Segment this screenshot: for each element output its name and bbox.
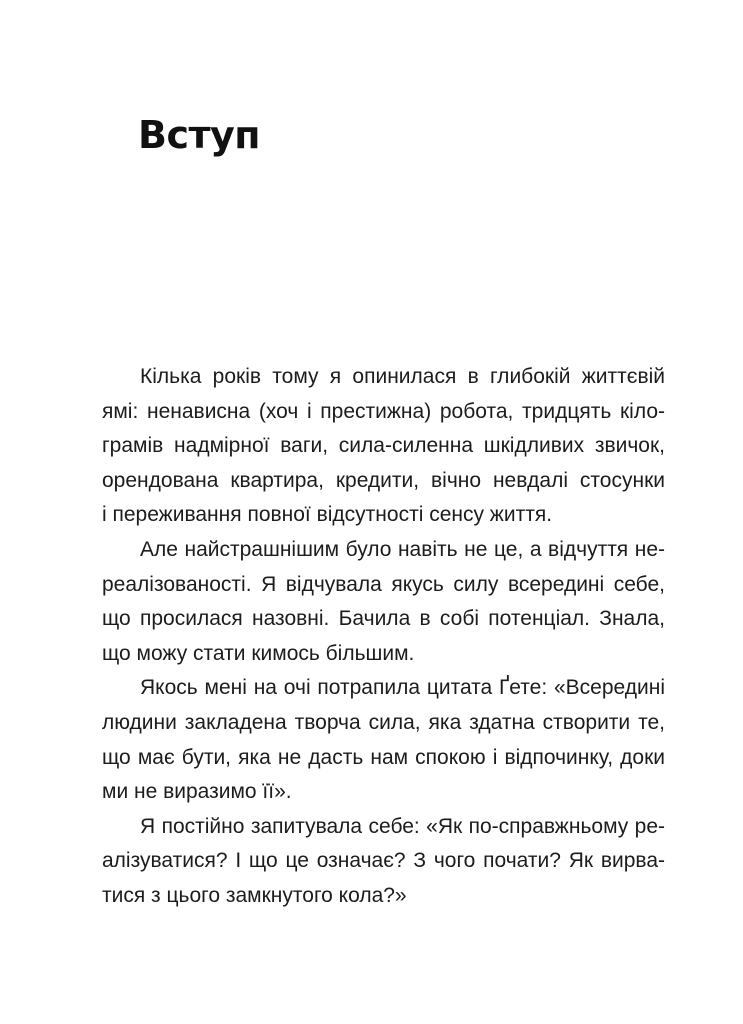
paragraph-line: Якось мені на очі потрапила цитата Ґете: «Всередині [140,676,665,700]
body-text [102,360,665,914]
paragraph-line: Кілька років тому я опинилася в глибокій життєвій [140,365,665,388]
paragraph-line: Але найстрашнішим було навіть не це, а відчуття не- [140,537,665,561]
chapter-title: Вступ [138,113,261,157]
paragraph-3 [102,671,665,809]
paragraph-line: Я постійно запитувала себе: «Як по-справжньому ре- [140,814,665,838]
paragraph-1 [102,360,665,533]
paragraph-line: що просилася назовні. Бачила в собі потенціал. Знала, [102,607,665,631]
paragraph-line: що можу стати кимось більшим. [102,641,415,665]
paragraph-line: ямі: ненависна (хоч і престижна) робота, тридцять кіло- [102,399,665,423]
paragraph-line: орендована квартира, кредити, вічно невдалі стосунки [102,468,665,492]
paragraph-4 [102,810,665,914]
paragraph-line: що має бути, яка не дасть нам спокою і відпочинку, доки [102,745,665,769]
paragraph-line: ми не виразимо її». [102,780,292,804]
paragraph-line: алізуватися? І що це означає? З чого почати? Як вирва- [102,849,665,873]
paragraph-line: реалізованості. Я відчувала якусь силу всередині себе, [102,572,665,596]
paragraph-line: грамів надмірної ваги, сила-силенна шкідливих звичок, [102,434,665,458]
paragraph-2 [102,533,665,671]
paragraph-line: і переживання повної відсутності сенсу життя. [102,503,553,527]
paragraph-line: людини закладена творча сила, яка здатна створити те, [102,710,665,734]
paragraph-line: тися з цього замкнутого кола?» [102,883,407,907]
